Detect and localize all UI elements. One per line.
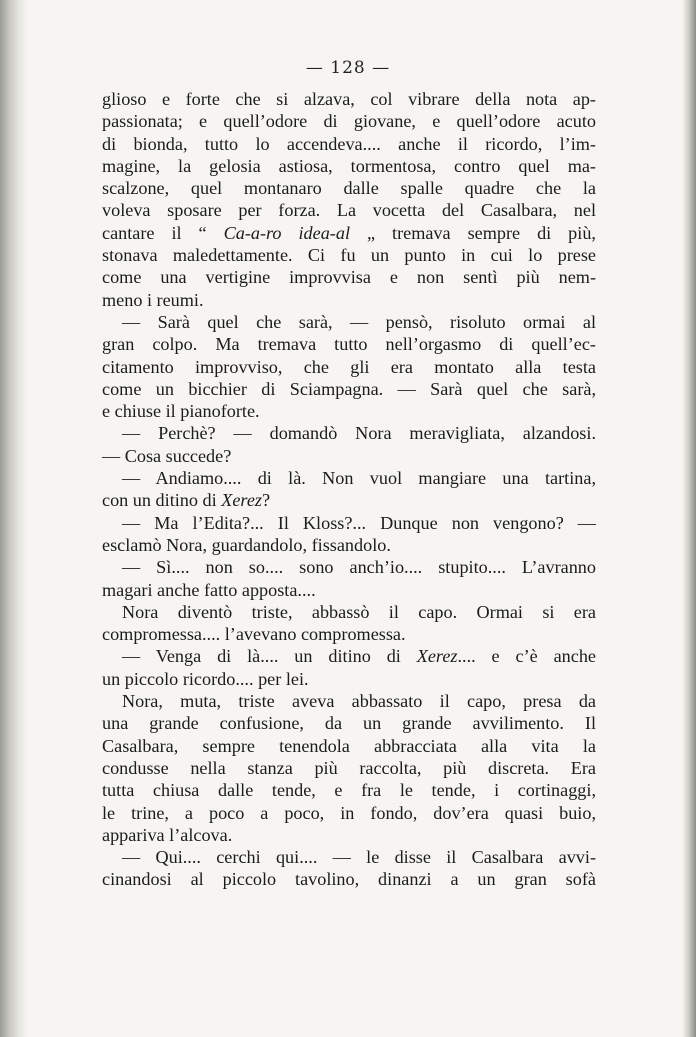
text-line: come un bicchier di Sciampagna. — Sarà quel che sarà,: [102, 378, 596, 399]
text-line: tutta chiusa dalle tende, e fra le tende, i cortinaggi,: [102, 780, 596, 801]
text-line: esclamò Nora, guardandolo, fissandolo.: [102, 534, 391, 555]
page-edge-shadow: [682, 0, 696, 1037]
text-line: — Cosa succede?: [102, 445, 232, 466]
text-line: — Andiamo.... di là. Non vuol mangiare una tartina,: [122, 468, 596, 489]
text-line: con un ditino di Xerez?: [102, 490, 271, 511]
text-line: glioso e forte che si alzava, col vibrare della nota ap-: [102, 89, 596, 109]
text-line: scalzone, quel montanaro dalle spalle quadre che la: [102, 178, 596, 199]
text-line: Nora diventò triste, abbassò il capo. Ormai si era: [122, 601, 596, 622]
text-line: un piccolo ricordo.... per lei.: [102, 668, 309, 689]
text-line: — Sarà quel che sarà, — pensò, risoluto ormai al: [122, 311, 596, 332]
text-line: Nora, muta, triste aveva abbassato il capo, presa da: [122, 691, 596, 712]
text-line: passionata; e quell’odore di giovane, e quell’odore acuto: [102, 111, 596, 132]
text-line: e chiuse il pianoforte.: [102, 401, 260, 422]
text-line: meno i reumi.: [102, 289, 204, 310]
text-line: gran colpo. Ma tremava tutto nell’orgasmo di quell’ec-: [102, 334, 596, 355]
text-line: — Venga di là.... un ditino di Xerez.... e c’è anche: [122, 646, 596, 667]
text-line: — Sì.... non so.... sono anch’io.... stupito.... L’avranno: [122, 557, 596, 578]
text-line: compromessa.... l’avevano compromessa.: [102, 624, 406, 645]
text-line: le trine, a poco a poco, in fondo, dov’era quasi buio,: [102, 802, 596, 823]
text-line: condusse nella stanza più raccolta, più discreta. Era: [102, 757, 596, 778]
text-line: Casalbara, sempre tenendola abbracciata alla vita la: [102, 735, 596, 756]
text-line: — Qui.... cerchi qui.... — le disse il Casalbara avvi-: [122, 847, 596, 868]
text-line: — Ma l’Edita?... Il Kloss?... Dunque non vengono? —: [122, 512, 596, 533]
text-line: magine, la gelosia astiosa, tormentosa, contro quel ma-: [102, 155, 596, 176]
body-text: [102, 88, 596, 891]
text-line: come una vertigine improvvisa e non sentì più nem-: [102, 267, 596, 288]
page-number: — 128 —: [305, 58, 391, 78]
text-line: appariva l’alcova.: [102, 824, 233, 845]
text-line: voleva sposare per forza. La vocetta del Casalbara, nel: [102, 200, 596, 221]
text-line: magari anche fatto apposta....: [102, 579, 316, 600]
page-binding-shadow: [0, 0, 28, 1037]
text-line: una grande confusione, da un grande avvilimento. Il: [102, 713, 596, 734]
text-line: cinandosi al piccolo tavolino, dinanzi a un gran sofà: [102, 869, 596, 890]
text-line: citamento improvviso, che gli era montato alla testa: [102, 356, 596, 377]
text-line: — Perchè? — domandò Nora meravigliata, alzandosi.: [122, 423, 596, 444]
text-line: stonava maledettamente. Ci fu un punto in cui lo prese: [102, 245, 596, 266]
text-line: di bionda, tutto lo accendeva.... anche il ricordo, l’im-: [102, 133, 596, 154]
text-line: cantare il “ Ca-a-ro idea-al „ tremava sempre di più,: [102, 222, 596, 243]
